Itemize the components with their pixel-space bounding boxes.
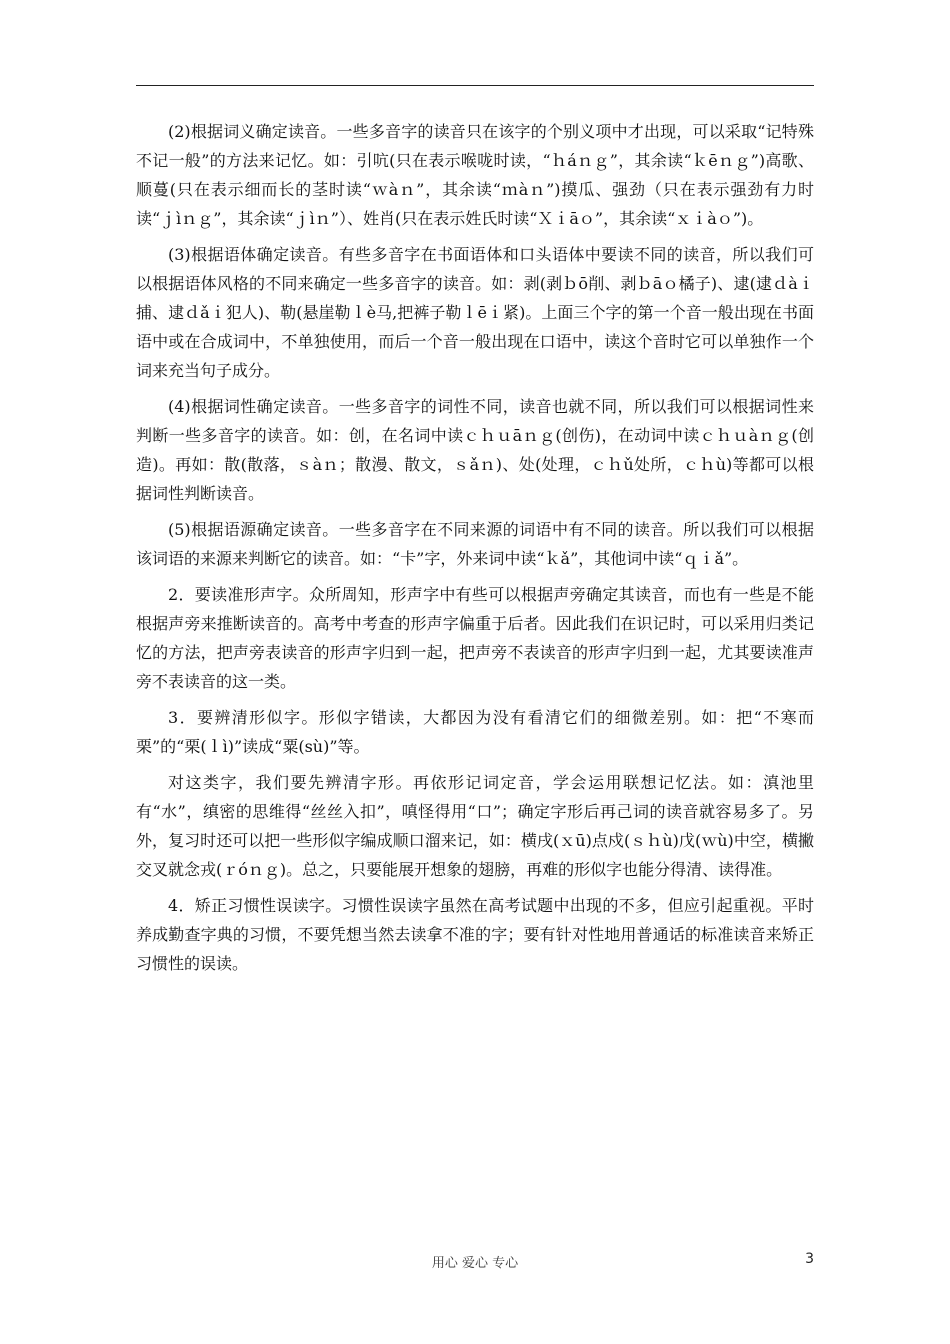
paragraph-rule-4-part-of-speech: (4)根据词性确定读音。一些多音字的词性不同，读音也就不同，所以我们可以根据词性来判断一些多音字的读音。如：创，在名词中读ｃｈｕāｎｇ(创伤)，在动词中读ｃｈｕàｎｇ(创造)。再如：散(散落，ｓàｎ；散漫、散文，ｓǎｎ)、处(处理，ｃｈǔ处所，ｃｈù)等都可以根据词性判断读音。 [136, 397, 814, 503]
paragraph-rule-5-origin: (5)根据语源确定读音。一些多音字在不同来源的词语中有不同的读音。所以我们可以根据该词语的来源来判断它的读音。如：“卡”字，外来词中读“ｋǎ”，其他词中读“ｑｉǎ”。 [136, 520, 814, 568]
paragraph-rule-3-register: (3)根据语体确定读音。有些多音字在书面语体和口头语体中要读不同的读音，所以我们可以根据语体风格的不同来确定一些多音字的读音。如：剥(剥ｂō削、剥ｂāｏ橘子)、逮(逮ｄàｉ捕、逮ｄǎｉ犯人)、勒(悬崖勒ｌè马,把裤子勒ｌēｉ紧)。上面三个字的第一个音一般出现在书面语中或在合成词中，不单独使用，而后一个音一般出现在口语中，读这个音时它可以单独作一个词来充当句子成分。 [136, 245, 814, 380]
page-number: 3 [805, 1251, 814, 1267]
footer-motto: 用心 爱心 专心 [431, 1256, 519, 1271]
paragraph-section-4-habitual-misreading: 4．矫正习惯性误读字。习惯性误读字虽然在高考试题中出现的不多，但应引起重视。平时养成勤查字典的习惯，不要凭想当然去读拿不准的字；要有针对性地用普通话的标准读音来矫正习惯性的误读。 [136, 896, 814, 973]
paragraph-section-2-phonetic: 2．要读准形声字。众所周知，形声字中有些可以根据声旁确定其读音，而也有一些是不能根据声旁来推断读音的。高考中考查的形声字偏重于后者。因此我们在识记时，可以采用归类记忆的方法，把声旁表读音的形声字归到一起，把声旁不表读音的形声字归到一起，尤其要读准声旁不表读音的这一类。 [136, 585, 814, 691]
paragraph-rule-2-meaning: (2)根据词义确定读音。一些多音字的读音只在该字的个别义项中才出现，可以采取“记特殊不记一般”的方法来记忆。如：引吭(只在表示喉咙时读，“ｈáｎｇ”，其余读“ｋēｎｇ”)高歌、顺蔓(只在表示细而长的茎时读“ｗàｎ”，其余读“ｍàｎ”)摸瓜、强劲（只在表示强劲有力时读“ｊìｎｇ”，其余读“ｊìｎ”）、姓肖(只在表示姓氏时读“Ｘｉāｏ”，其余读“ｘｉàｏ”)。 [136, 122, 814, 228]
paragraph-similar-shape-method: 对这类字，我们要先辨清字形。再依形记词定音，学会运用联想记忆法。如：滇池里有“水”，缜密的思维得“丝丝入扣”，嗔怪得用“口”；确定字形后再己词的读音就容易多了。另外，复习时还可以把一些形似字编成顺口溜来记，如：横戌(ｘū)点戍(ｓｈù)戊(ｗù)中空，横撇交叉就念戎(ｒóｎｇ)。总之，只要能展开想象的翅膀，再难的形似字也能分得清、读得准。 [136, 773, 814, 879]
paragraph-section-3-similar-shape: 3．要辨清形似字。形似字错读，大都因为没有看清它们的细微差别。如：把“不寒而栗”的“栗(ｌì)”读成“粟(sù)”等。 [136, 708, 814, 756]
header-rule [136, 85, 814, 86]
document-body [136, 117, 814, 985]
